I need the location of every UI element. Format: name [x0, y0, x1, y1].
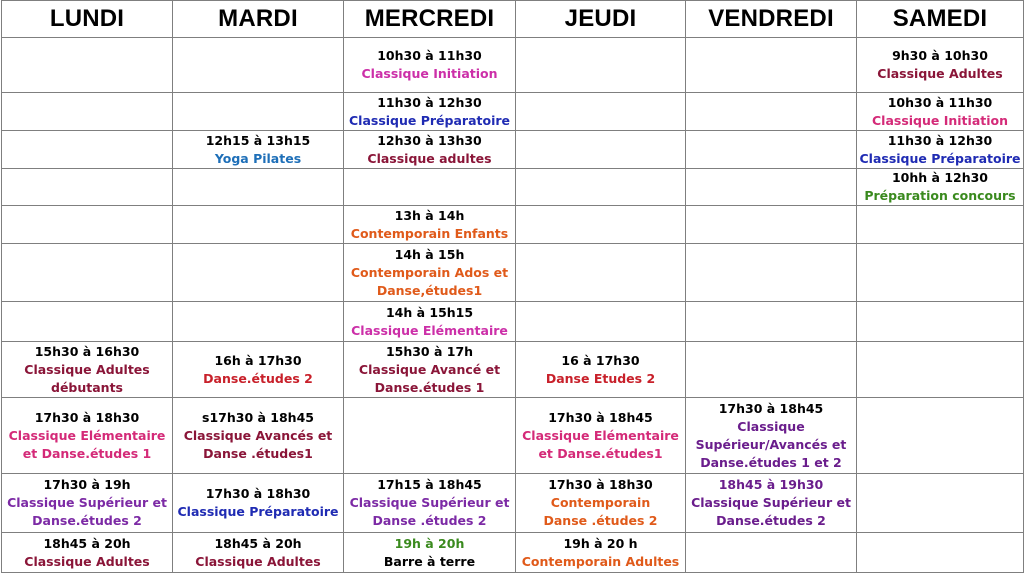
schedule-row: [2, 302, 1024, 342]
class-name: Classique Préparatoire: [177, 504, 339, 519]
class-cell: [686, 398, 857, 474]
class-time: 16 à 17h30: [561, 352, 640, 368]
empty-cell: [516, 206, 686, 244]
class-time: 14h à 15h15: [385, 304, 474, 320]
class-name-line-1: Classique Elémentaire: [522, 427, 679, 443]
class-time: 16h à 17h30: [214, 352, 302, 368]
schedule-row: [2, 169, 1024, 206]
class-cell: [344, 302, 516, 342]
class-time: 15h30 à 16h30: [34, 343, 140, 359]
class-name: Préparation concours: [864, 188, 1016, 203]
class-cell: [173, 342, 344, 398]
class-name: Classique Préparatoire: [859, 150, 1021, 166]
class-cell: [516, 474, 686, 533]
class-name-line-2: Danse,études1: [376, 282, 483, 298]
empty-cell: [516, 169, 686, 206]
day-header-mercredi: MERCREDI: [344, 1, 516, 38]
empty-cell: [686, 169, 857, 206]
empty-cell: [686, 38, 857, 93]
class-time: 17h15 à 18h45: [377, 477, 482, 492]
class-time: 17h30 à 18h30: [34, 409, 140, 425]
class-cell: [344, 93, 516, 131]
empty-cell: [2, 38, 173, 93]
class-name-line-1: Classique Supérieur et: [349, 495, 510, 510]
class-time: 10hh à 12h30: [891, 170, 989, 185]
empty-cell: [516, 244, 686, 302]
day-header-vendredi: VENDREDI: [686, 1, 857, 38]
class-name-line-2: et Danse.études1: [538, 445, 663, 461]
class-cell: [857, 93, 1024, 131]
class-time: 11h30 à 12h30: [377, 94, 482, 110]
class-time: 18h45 à 20h: [214, 535, 302, 551]
empty-cell: [516, 131, 686, 169]
class-cell: [344, 244, 516, 302]
class-cell: [857, 169, 1024, 206]
class-cell: [2, 533, 173, 573]
empty-cell: [686, 533, 857, 573]
class-name: Classique Adultes: [24, 553, 150, 569]
class-time: 14h à 15h: [394, 246, 465, 262]
class-time: 18h45 à 20h: [43, 535, 131, 551]
class-cell: [344, 131, 516, 169]
class-name: Barre à terre: [383, 553, 476, 569]
class-name-line-3: Danse.études 1 et 2: [700, 454, 842, 470]
empty-cell: [857, 398, 1024, 474]
class-name-line-2: Supérieur/Avancés et: [695, 436, 847, 452]
empty-cell: [857, 206, 1024, 244]
schedule-row: [2, 93, 1024, 131]
schedule-row: [2, 38, 1024, 93]
class-name: Classique Elémentaire: [351, 322, 508, 338]
class-name-line-2: Danse.études 1: [374, 379, 485, 395]
class-time: 17h30 à 18h30: [205, 486, 311, 501]
schedule-row: [2, 398, 1024, 474]
class-cell: [173, 474, 344, 533]
class-name: Classique adultes: [367, 150, 492, 166]
class-name: Danse.études 2: [203, 370, 313, 386]
weekly-schedule-table: [1, 0, 1024, 573]
class-time: 12h15 à 13h15: [205, 132, 311, 148]
class-cell: [344, 38, 516, 93]
empty-cell: [686, 93, 857, 131]
class-time: 17h30 à 18h30: [548, 477, 653, 492]
class-cell: [173, 533, 344, 573]
empty-cell: [2, 169, 173, 206]
class-cell: [344, 474, 516, 533]
class-cell: [344, 206, 516, 244]
empty-cell: [2, 93, 173, 131]
schedule-row: [2, 206, 1024, 244]
class-time: 9h30 à 10h30: [892, 48, 988, 63]
empty-cell: [173, 302, 344, 342]
class-cell: [516, 533, 686, 573]
schedule-row: [2, 244, 1024, 302]
class-name: Yoga Pilates: [214, 150, 302, 166]
empty-cell: [686, 342, 857, 398]
empty-cell: [344, 398, 516, 474]
empty-cell: [173, 93, 344, 131]
day-header-mardi: MARDI: [173, 1, 344, 38]
class-name-line-2: Danse.études 2: [716, 513, 826, 528]
schedule-row: [2, 342, 1024, 398]
class-name-line-1: Classique Supérieur et: [7, 495, 167, 510]
class-time: 19h à 20 h: [563, 535, 638, 551]
class-name-line-1: Contemporain: [550, 495, 651, 510]
day-header-row: [2, 1, 1024, 38]
class-name: Classique Initiation: [871, 112, 1008, 128]
empty-cell: [2, 244, 173, 302]
class-name-line-1: Classique Avancé et: [358, 361, 501, 377]
class-time: 15h30 à 17h: [385, 343, 474, 359]
empty-cell: [857, 474, 1024, 533]
class-name-line-1: Classique Elémentaire: [8, 427, 166, 443]
empty-cell: [173, 244, 344, 302]
class-time: 11h30 à 12h30: [887, 132, 993, 148]
class-time: 18h45 à 19h30: [718, 477, 824, 492]
class-cell: [857, 131, 1024, 169]
class-name: Contemporain Enfants: [350, 225, 509, 241]
class-cell: [686, 474, 857, 533]
class-name-line-2: Danse .études 2: [372, 513, 487, 528]
class-cell: [344, 342, 516, 398]
class-name-line-2: et Danse.études 1: [22, 445, 152, 461]
class-name-line-2: Danse .études1: [203, 445, 313, 461]
schedule-row: [2, 131, 1024, 169]
class-cell: [857, 38, 1024, 93]
empty-cell: [173, 169, 344, 206]
class-name: Classique Initiation: [361, 66, 498, 81]
class-time: 10h30 à 11h30: [377, 48, 482, 63]
empty-cell: [516, 93, 686, 131]
day-header-jeudi: JEUDI: [516, 1, 686, 38]
class-name-line-1: Contemporain Ados et: [350, 264, 509, 280]
class-name-line-2: Danse.études 2: [32, 513, 142, 528]
class-name-line-2: Danse .études 2: [543, 513, 658, 528]
class-name: Contemporain Adultes: [521, 553, 680, 569]
schedule-row: [2, 474, 1024, 533]
empty-cell: [686, 302, 857, 342]
schedule-row: [2, 533, 1024, 573]
class-cell: [2, 342, 173, 398]
day-header-samedi: SAMEDI: [857, 1, 1024, 38]
class-time: 19h à 20h: [394, 535, 465, 551]
class-name-line-1: Classique: [737, 418, 805, 434]
empty-cell: [516, 302, 686, 342]
class-time: s17h30 à 18h45: [202, 409, 314, 425]
class-time: 10h30 à 11h30: [887, 94, 993, 110]
empty-cell: [173, 38, 344, 93]
empty-cell: [686, 244, 857, 302]
empty-cell: [2, 131, 173, 169]
empty-cell: [686, 131, 857, 169]
class-cell: [2, 398, 173, 474]
class-name-line-1: Classique Supérieur et: [691, 495, 851, 510]
empty-cell: [857, 244, 1024, 302]
class-cell: [344, 533, 516, 573]
empty-cell: [857, 302, 1024, 342]
class-name: Classique Préparatoire: [348, 112, 510, 128]
class-cell: [516, 342, 686, 398]
empty-cell: [857, 533, 1024, 573]
class-name-line-2: débutants: [51, 379, 123, 395]
empty-cell: [686, 206, 857, 244]
class-cell: [2, 474, 173, 533]
class-time: 17h30 à 19h: [43, 477, 131, 492]
empty-cell: [516, 38, 686, 93]
class-time: 17h30 à 18h45: [718, 400, 824, 416]
class-cell: [516, 398, 686, 474]
class-time: 17h30 à 18h45: [548, 409, 653, 425]
empty-cell: [857, 342, 1024, 398]
day-header-lundi: LUNDI: [2, 1, 173, 38]
class-cell: [173, 398, 344, 474]
class-name-line-1: Classique Adultes: [24, 361, 150, 377]
class-time: 13h à 14h: [394, 207, 465, 223]
class-name: Classique Adultes: [195, 553, 321, 569]
empty-cell: [2, 302, 173, 342]
class-cell: [173, 131, 344, 169]
class-name: Danse Etudes 2: [545, 370, 656, 386]
class-name: Classique Adultes: [877, 66, 1003, 81]
empty-cell: [173, 206, 344, 244]
class-time: 12h30 à 13h30: [377, 132, 482, 148]
class-name-line-1: Classique Avancés et: [183, 427, 333, 443]
empty-cell: [2, 206, 173, 244]
empty-cell: [344, 169, 516, 206]
